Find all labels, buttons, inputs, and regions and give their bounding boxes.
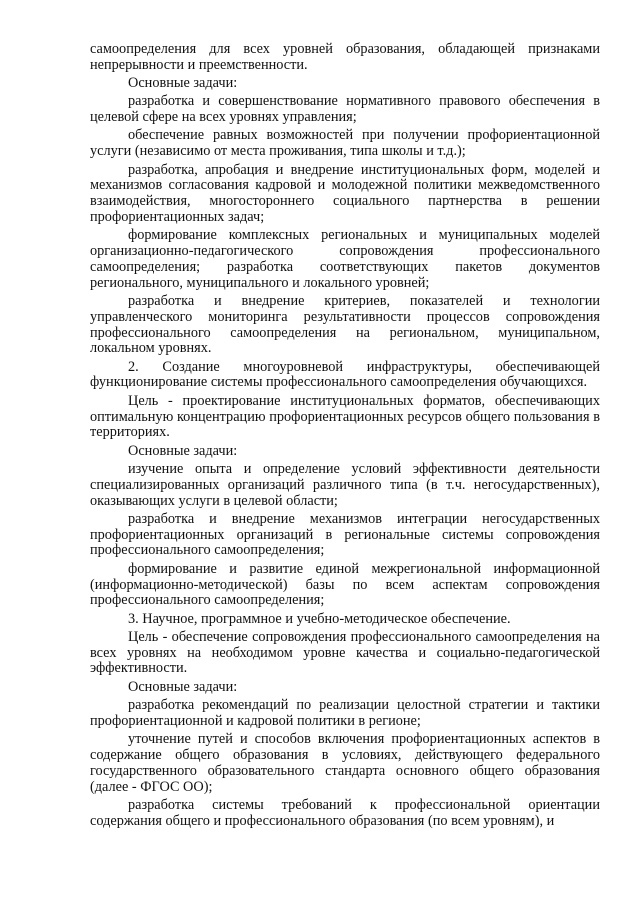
paragraph-10: изучение опыта и определение условий эффективности деятельности специализированных организаций различного типа (в т.ч. негосударственных), оказывающих услуги в целевой области;	[90, 460, 600, 509]
paragraph-6: разработка и внедрение критериев, показателей и технологии управленческого мониторинга результативности процессов сопровождения профессионального самоопределения на региональном, муниципальном, локальном уровнях.	[90, 292, 600, 357]
paragraph-5: формирование комплексных региональных и муниципальных моделей организационно-педагогического сопровождения профессионального самоопределения; разработка соответствующих пакетов документов регионального, муниципального и локального уровней;	[90, 227, 600, 291]
section-2-goal: Цель - проектирование институциональных форматов, обеспечивающих оптимальную концентрацию профориентационных ресурсов общего пользования в территориях.	[90, 392, 600, 441]
paragraph-12: формирование и развитие единой межрегиональной информационной (информационно-методической) базы по всем аспектам сопровождения профессионального самоопределения;	[90, 560, 600, 609]
paragraph-11: разработка и внедрение механизмов интеграции негосударственных профориентационных организаций в региональные системы сопровождения профессионального самоопределения;	[90, 510, 600, 559]
paragraph-3: обеспечение равных возможностей при получении профориентационной услуги (независимо от места проживания, типа школы и т.д.);	[90, 127, 600, 160]
heading-main-tasks-2: Основные задачи:	[128, 442, 238, 459]
paragraph-16: разработка рекомендаций по реализации целостной стратегии и тактики профориентационной и кадровой политики в регионе;	[90, 697, 600, 729]
heading-main-tasks-3: Основные задачи:	[128, 678, 238, 695]
paragraph-4: разработка, апробация и внедрение институциональных форм, моделей и механизмов согласования кадровой и молодежной политики межведомственного взаимодействия, многостороннего социального партнерства в решении профориентационных задач;	[90, 161, 600, 225]
paragraph-18: разработка системы требований к профессиональной ориентации содержания общего и профессионального образования (по всем уровням), и	[90, 796, 600, 829]
heading-main-tasks-1: Основные задачи:	[128, 75, 238, 92]
paragraph-17: уточнение путей и способов включения профориентационных аспектов в содержание общего образования в условиях, действующего федерального государственного образовательного стандарта основного общего образования (далее - ФГОС ОО);	[90, 731, 600, 795]
section-3-heading: 3. Научное, программное и учебно-методическое обеспечение.	[128, 610, 511, 627]
section-2-heading: 2. Создание многоуровневой инфраструктуры, обеспечивающей функционирование системы профессионального самоопределения обучающихся.	[90, 358, 600, 391]
paragraph-0: самоопределения для всех уровней образования, обладающей признаками непрерывности и преемственности.	[90, 41, 600, 73]
paragraph-2: разработка и совершенствование нормативного правового обеспечения в целевой сфере на всех уровнях управления;	[90, 93, 600, 126]
document-body	[90, 42, 600, 832]
section-3-goal: Цель - обеспечение сопровождения профессионального самоопределения на всех уровнях на необходимом уровне качества и социально-педагогической эффективности.	[90, 628, 600, 677]
